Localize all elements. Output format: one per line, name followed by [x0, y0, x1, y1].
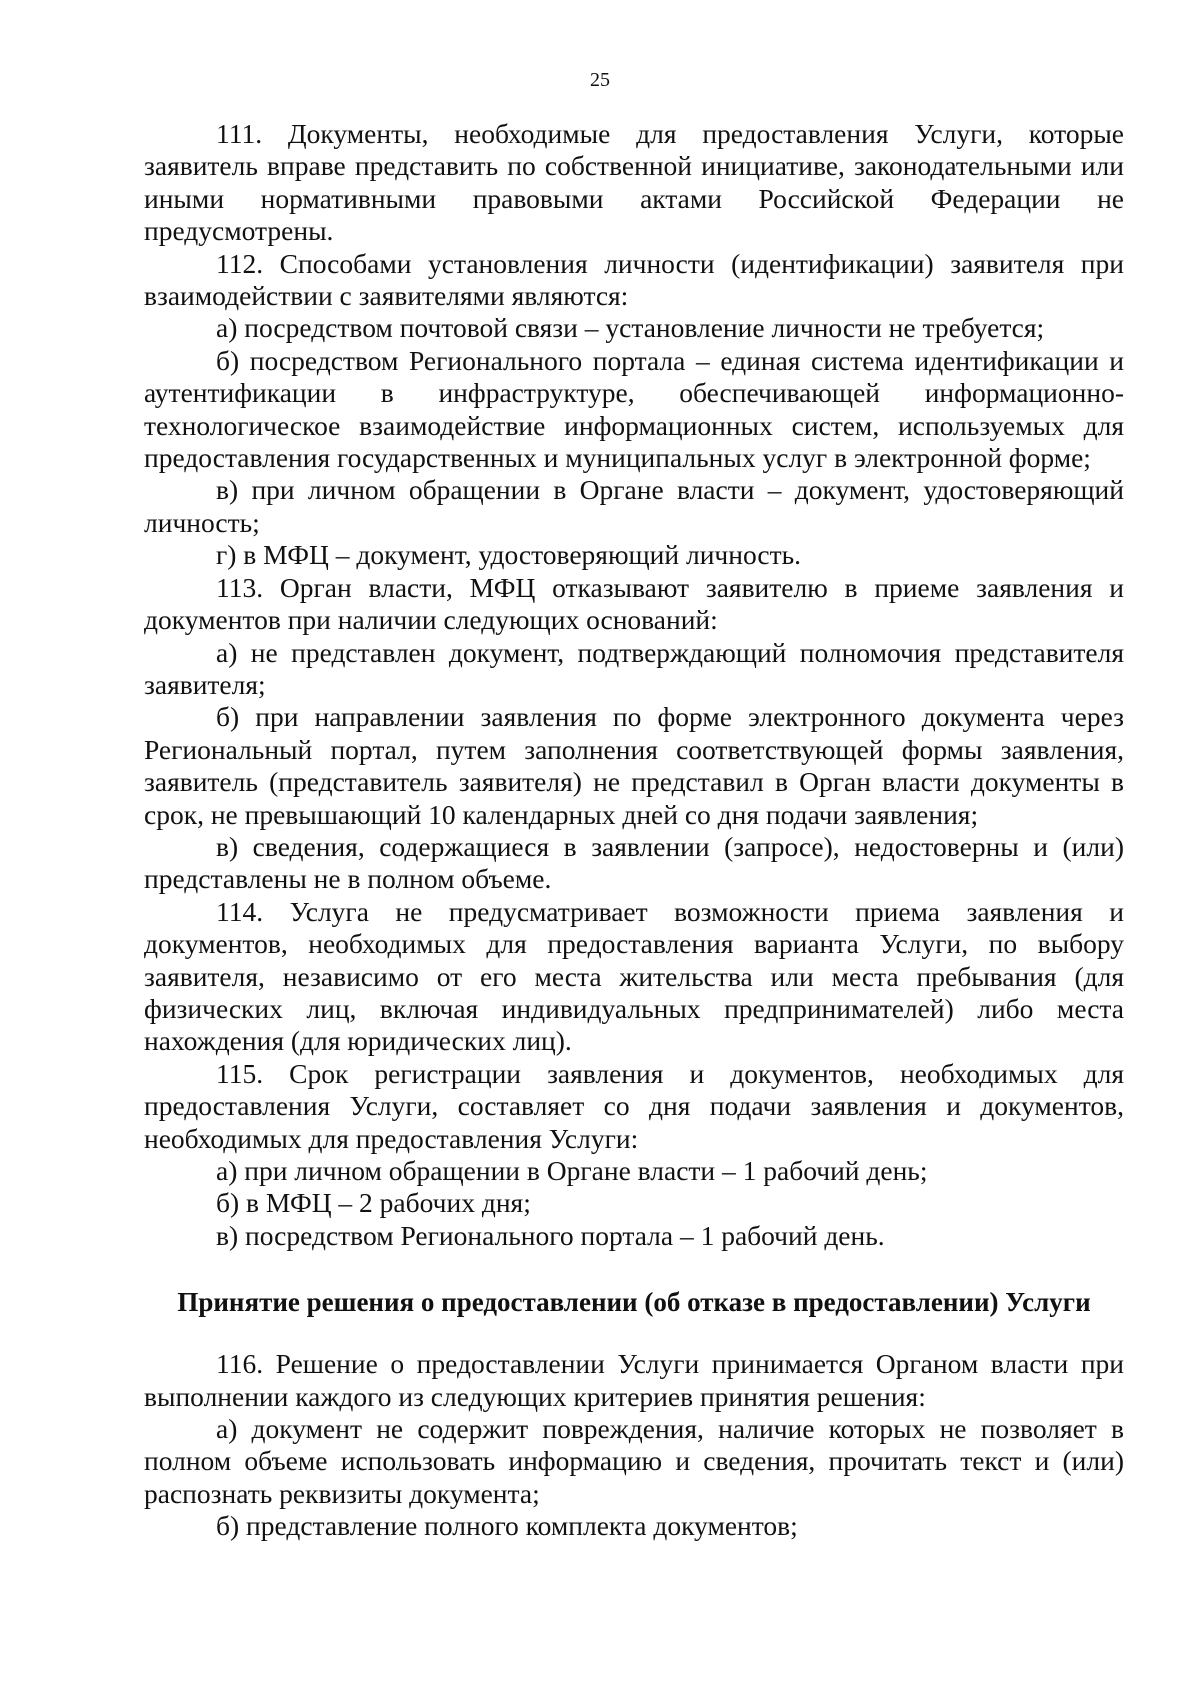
paragraph-114: 114. Услуга не предусматривает возможности приема заявления и документов, необходимых для предоставления варианта Услуги, по выбору заявителя, независимо от его места жительства или места пребывания (для физических лиц, включая индивидуальных предпринимателей) либо места нахождения (для юридических лиц). [144, 895, 1124, 1057]
paragraph-115-v: в) посредством Регионального портала – 1 рабочий день. [216, 1219, 885, 1251]
document-body [144, 118, 1124, 1543]
page-number: 25 [590, 69, 610, 91]
paragraph-113: 113. Орган власти, МФЦ отказывают заявителю в приеме заявления и документов при наличии следующих оснований: [144, 571, 1124, 636]
paragraph-116: 116. Решение о предоставлении Услуги принимается Органом власти при выполнении каждого из следующих критериев принятия решения: [144, 1348, 1124, 1412]
paragraph-112-v: в) при личном обращении в Органе власти – документ, удостоверяющий личность; [144, 474, 1124, 538]
paragraph-115-b: б) в МФЦ – 2 рабочих дня; [216, 1187, 531, 1219]
paragraph-115-a: а) при личном обращении в Органе власти – 1 рабочий день; [216, 1155, 928, 1186]
paragraph-116-b: б) представление полного комплекта документов; [216, 1510, 798, 1542]
paragraph-112-g: г) в МФЦ – документ, удостоверяющий личность. [216, 539, 802, 571]
paragraph-112: 112. Способами установления личности (идентификации) заявителя при взаимодействии с заявителями являются: [144, 247, 1124, 312]
paragraph-112-a: а) посредством почтовой связи – установление личности не требуется; [216, 312, 1045, 344]
paragraph-116-a: а) документ не содержит повреждения, наличие которых не позволяет в полном объеме использовать информацию и сведения, прочитать текст и (или) распознать реквизиты документа; [144, 1413, 1124, 1509]
paragraph-111: 111. Документы, необходимые для предоставления Услуги, которые заявитель вправе представить по собственной инициативе, законодательными или иными нормативными правовыми актами Российской Федерации не предусмотрены. [144, 118, 1124, 247]
paragraph-112-b: б) посредством Регионального портала – единая система идентификации и аутентификации в инфраструктуре, обеспечивающей информационно-технологическое взаимодействие информационных систем, используемых для предоставления государственных и муниципальных услуг в электронной форме; [144, 344, 1124, 474]
section-heading: Принятие решения о предоставлении (об отказе в предоставлении) Услуги [177, 1287, 1091, 1318]
paragraph-115: 115. Срок регистрации заявления и документов, необходимых для предоставления Услуги, составляет со дня подачи заявления и документов, необходимых для предоставления Услуги: [144, 1057, 1124, 1154]
paragraph-113-b: б) при направлении заявления по форме электронного документа через Региональный портал, путем заполнения соответствующей формы заявления, заявитель (представитель заявителя) не представил в Орган власти документы в срок, не превышающий 10 календарных дней со дня подачи заявления; [144, 701, 1124, 830]
paragraph-113-v: в) сведения, содержащиеся в заявлении (запросе), недостоверны и (или) представлены не в полном объеме. [144, 830, 1124, 895]
paragraph-113-a: а) не представлен документ, подтверждающий полномочия представителя заявителя; [144, 636, 1124, 700]
